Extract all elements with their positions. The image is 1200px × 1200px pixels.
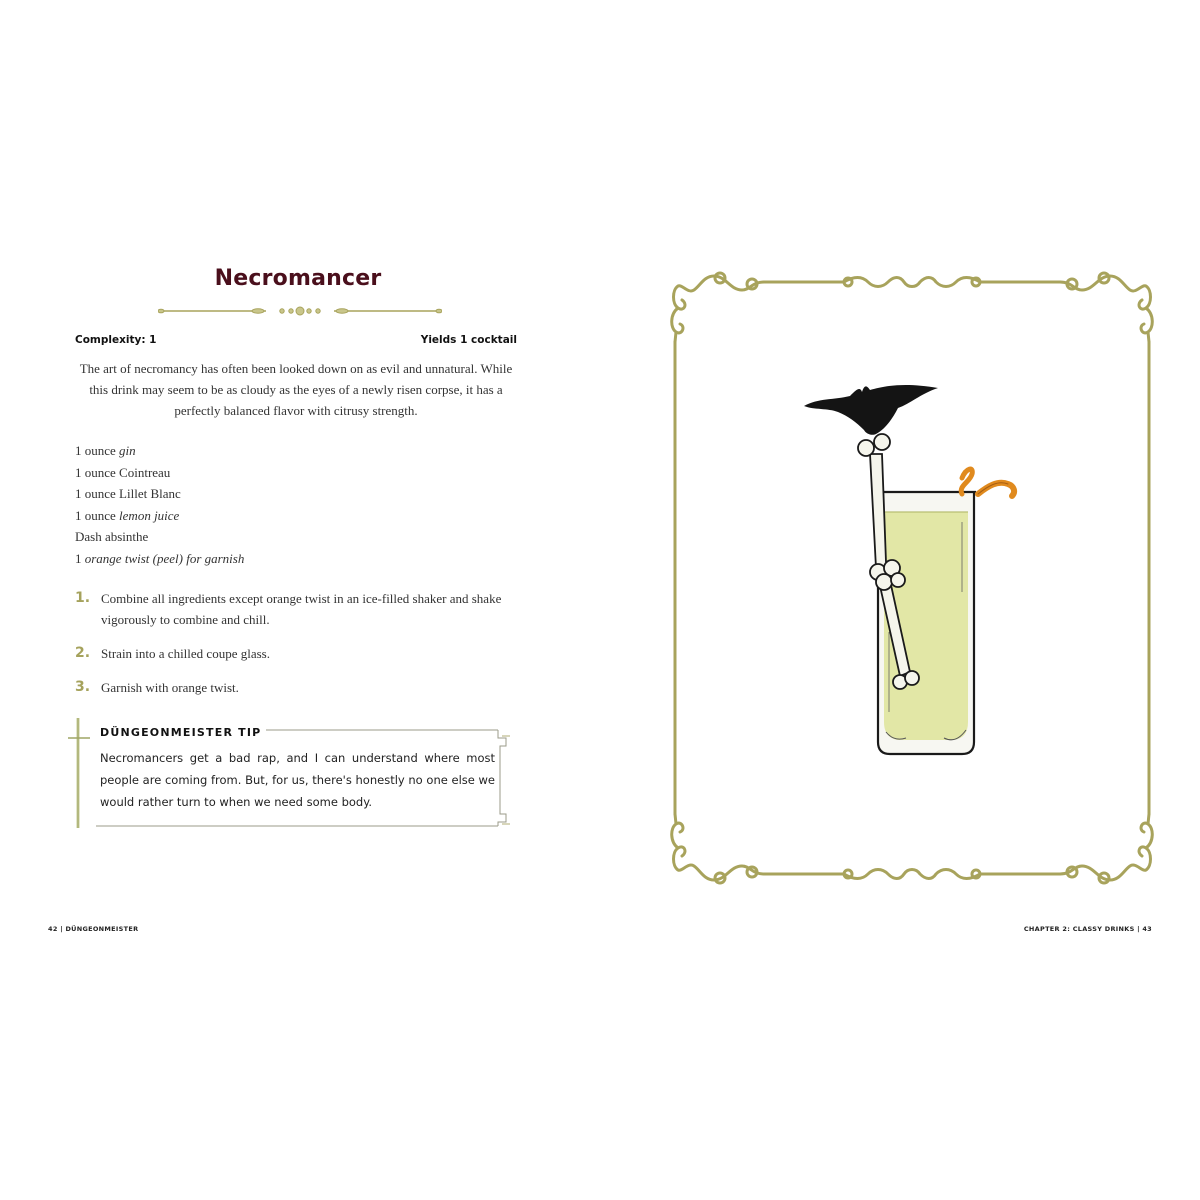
ornate-frame	[664, 262, 1160, 894]
ingredient-item	[75, 483, 244, 505]
bat-icon	[804, 385, 938, 435]
ingredient-item	[75, 526, 244, 548]
complexity-label: Complexity: 1	[75, 334, 157, 346]
right-page	[600, 0, 1200, 1200]
step-item	[75, 677, 515, 698]
page-folio-right: CHAPTER 2: CLASSY DRINKS | 43	[1023, 925, 1152, 933]
dungeonmeister-tip-box	[66, 716, 514, 832]
ingredient-item	[75, 548, 244, 570]
step-number: 3.	[75, 679, 91, 695]
ingredient-name: lemon juice	[119, 507, 180, 523]
step-number: 2.	[75, 645, 91, 661]
ingredient-name: orange twist (peel) for garnish	[84, 550, 245, 566]
yield-label: Yields 1 cocktail	[420, 334, 517, 346]
step-text: Garnish with orange twist.	[101, 680, 239, 695]
step-item	[75, 643, 515, 664]
ingredient-qty: 1 ounce	[75, 464, 116, 480]
recipe-intro: The art of necromancy has often been looked down on as evil and unnatural. While this drink may seem to be as cloudy as the eyes of a newly risen corpse, it has a perfectly balanced flavor with citrusy strength.	[79, 361, 513, 418]
tip-text: Necromancers get a bad rap, and I can understand where most people are coming from. But, for us, there's honestly no one else we would rather turn to when we need some body.	[100, 751, 495, 809]
step-item	[75, 588, 515, 630]
necromancer-cocktail-illustration	[794, 382, 1034, 782]
ingredient-item	[75, 462, 244, 484]
ingredient-qty: Dash	[75, 529, 102, 544]
instruction-steps	[75, 588, 515, 711]
ingredient-item	[75, 440, 244, 462]
ingredient-list	[75, 440, 244, 569]
ingredient-name: Lillet Blanc	[119, 486, 181, 501]
ingredient-name: Cointreau	[119, 464, 171, 480]
ingredient-qty: 1 ounce	[75, 443, 116, 458]
tip-title: DÜNGEONMEISTER TIP	[100, 726, 262, 739]
step-number: 1.	[75, 590, 91, 606]
ingredient-name: gin	[119, 443, 136, 458]
page-folio-left: 42 | DÜNGEONMEISTER	[48, 925, 139, 933]
ingredient-qty: 1 ounce	[75, 486, 116, 501]
recipe-meta-row	[75, 334, 517, 350]
ingredient-item	[75, 505, 244, 527]
step-text: Combine all ingredients except orange twist in an ice-filled shaker and shake vigorously to combine and chill.	[101, 591, 502, 627]
recipe-title: Necromancer	[214, 266, 382, 291]
title-divider-ornament	[158, 304, 442, 318]
ingredient-qty: 1 ounce	[75, 507, 116, 523]
ingredient-qty: 1	[75, 550, 82, 566]
step-text: Strain into a chilled coupe glass.	[101, 646, 270, 661]
ingredient-name: absinthe	[104, 529, 149, 544]
